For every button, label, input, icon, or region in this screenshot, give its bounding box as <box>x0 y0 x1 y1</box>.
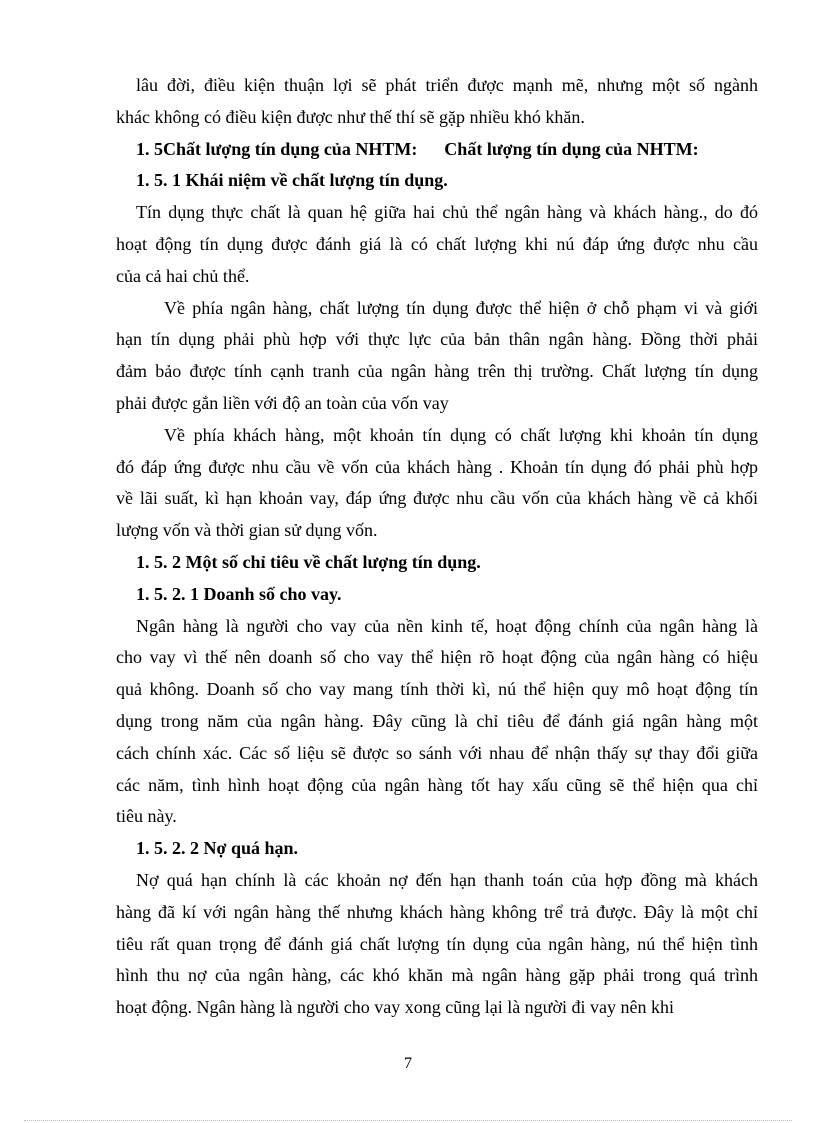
paragraph-line: quả không. Doanh số cho vay mang tính thời kì, nú thể hiện quy mô hoạt động tín <box>116 679 758 700</box>
paragraph-line: hạn tín dụng phải phù hợp với thực lực của bản thân ngân hàng. Đồng thời phải <box>116 329 758 350</box>
paragraph-line: các năm, tình hình hoạt động của ngân hàng tốt hay xấu cũng sẽ thể hiện qua chỉ <box>116 774 758 795</box>
section-heading: 1. 5. 2. 1 Doanh số cho vay. <box>136 583 342 604</box>
paragraph-line: Nợ quá hạn chính là các khoản nợ đến hạn thanh toán của hợp đồng mà khách <box>136 870 758 890</box>
paragraph-line: khác không có điều kiện được như thế thí sẽ gặp nhiều khó khăn. <box>116 106 585 127</box>
paragraph-line: đảm bảo được tính cạnh tranh của ngân hàng trên thị trường. Chất lượng tín dụng <box>116 361 758 382</box>
paragraph-line: của cả hai chủ thể. <box>116 265 250 286</box>
paragraph-line: phải được gắn liền với độ an toàn của vốn vay <box>116 393 449 413</box>
paragraph-line: hàng đã kí với ngân hàng thế nhưng khách hàng không trể trả được. Đây là một chỉ <box>116 901 758 922</box>
page-number: 7 <box>404 1055 412 1072</box>
paragraph-line: cách chính xác. Các số liệu sẽ được so sánh với nhau để nhận thấy sự thay đổi giữa <box>116 742 758 763</box>
section-heading: 1. 5. 1 Khái niệm về chất lượng tín dụng. <box>136 170 448 191</box>
section-heading: 1. 5. 2 Một số chỉ tiêu về chất lượng tín dụng. <box>136 552 481 572</box>
section-heading: 1. 5Chất lượng tín dụng của NHTM: Chất lượng tín dụng của NHTM: <box>136 138 699 159</box>
paragraph-line: lâu đời, điều kiện thuận lợi sẽ phát triển được mạnh mẽ, nhưng một số ngành <box>136 75 758 95</box>
paragraph-line: hoạt động. Ngân hàng là người cho vay xong cũng lại là người đi vay nên khi <box>116 997 674 1018</box>
paragraph-line: hình thu nợ của ngân hàng, các khó khăn mà ngân hàng gặp phải trong quá trình <box>116 965 758 986</box>
paragraph-line: tiêu rất quan trọng để đánh giá chất lượng tín dụng của ngân hàng, nú thể hiện tình <box>116 933 758 954</box>
paragraph-line: Về phía khách hàng, một khoản tín dụng có chất lượng khi khoản tín dụng <box>164 424 758 445</box>
page-bottom-rule <box>24 1120 792 1121</box>
paragraph-line: cho vay vì thế nên doanh số cho vay thể hiện rõ hoạt động của ngân hàng có hiệu <box>116 647 758 668</box>
paragraph-line: đó đáp ứng được nhu cầu về vốn của khách hàng . Khoản tín dụng đó phải phù hợp <box>116 456 758 477</box>
paragraph-line: Tín dụng thực chất là quan hệ giữa hai chủ thể ngân hàng và khách hàng., do đó <box>136 202 758 223</box>
paragraph-line: dụng trong năm của ngân hàng. Đây cũng là chỉ tiêu để đánh giá ngân hàng một <box>116 711 758 731</box>
paragraph-line: Ngân hàng là người cho vay của nền kinh tế, hoạt động chính của ngân hàng là <box>136 615 758 636</box>
section-heading: 1. 5. 2. 2 Nợ quá hạn. <box>136 838 299 859</box>
paragraph-line: Về phía ngân hàng, chất lượng tín dụng được thể hiện ở chỗ phạm vi và giới <box>164 297 758 318</box>
paragraph-line: tiêu này. <box>116 806 177 827</box>
paragraph-line: về lãi suất, kì hạn khoản vay, đáp ứng được nhu cầu vốn của khách hàng về cả khối <box>116 488 758 509</box>
paragraph-line: lượng vốn và thời gian sử dụng vốn. <box>116 520 378 541</box>
paragraph-line: hoạt động tín dụng được đánh giá là có chất lượng khi nú đáp ứng được nhu cầu <box>116 234 758 254</box>
